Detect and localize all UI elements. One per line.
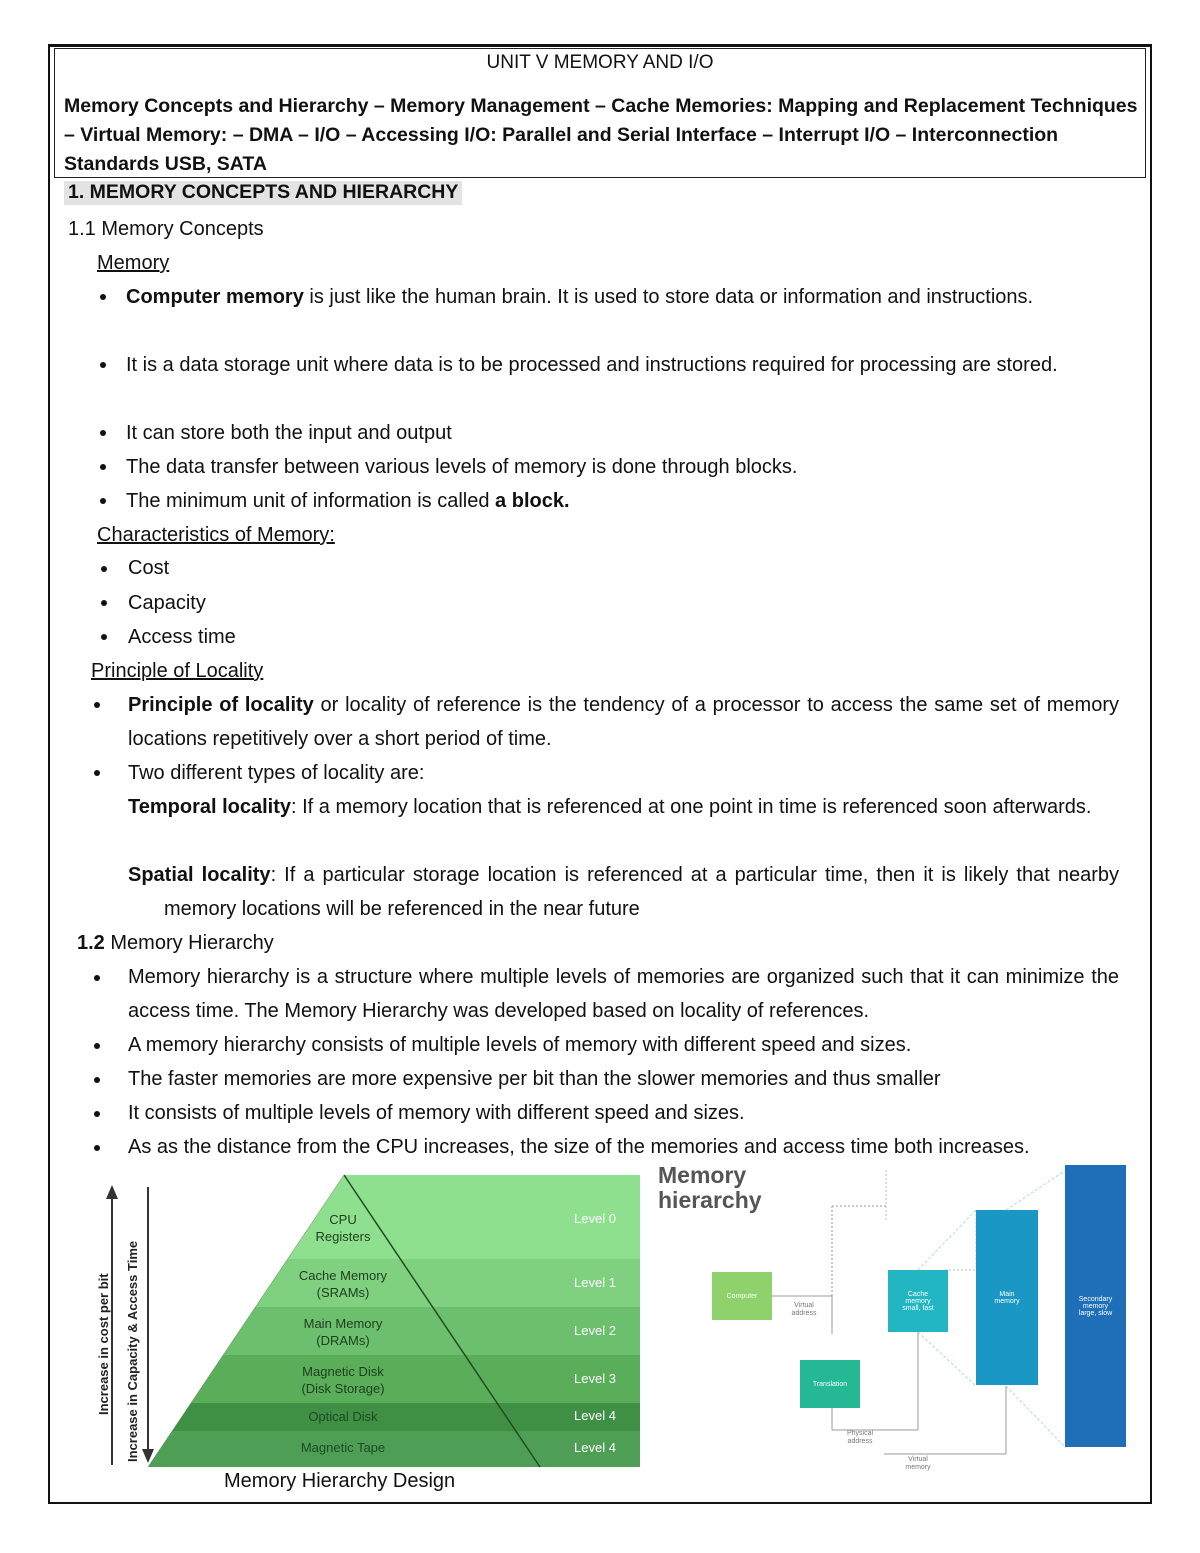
- bullet-dot: [101, 634, 107, 640]
- characteristic-item: Cost: [128, 557, 170, 579]
- hierarchy-bullet-1: Memory hierarchy is a structure where multiple levels of memories are organized such that it can minimize the access time. The Memory Hierarchy was developed based on locality of references.: [128, 966, 1119, 1022]
- memory-bullet-2: It is a data storage unit where data is to be processed and instructions required for processing are stored.: [126, 354, 1058, 376]
- bullet-dot: [94, 1077, 100, 1083]
- bullet-dot: [100, 362, 106, 368]
- axis-right-label: Increase in Capacity & Access Time: [125, 1240, 140, 1462]
- bullet-dot: [94, 702, 100, 708]
- pyramid-label: Optical Disk: [308, 1409, 378, 1424]
- locality-bullet-1: Principle of locality or locality of reference is the tendency of a processor to access the same set of memory locations repetitively over a short period of time.: [128, 694, 1119, 750]
- memory-bullet-4: The data transfer between various levels of memory is done through blocks.: [126, 456, 798, 478]
- topics-list: Memory Concepts and Hierarchy – Memory Management – Cache Memories: Mapping and Replacement Techniques – Virtual Memory: – DMA – I/O – Accessing I/O: Parallel and Serial Interface – Interrupt I/O – Interconnection Standards USB, SATA: [64, 95, 1138, 175]
- virtual-address-label: Virtual address: [791, 1302, 817, 1317]
- translation-box: Translation: [800, 1360, 860, 1408]
- hierarchy-bullet-5: As as the distance from the CPU increases, the size of the memories and access time both increases.: [128, 1136, 1030, 1158]
- virtual-memory-label: Virtual memory: [905, 1456, 931, 1471]
- bullet-dot: [100, 464, 106, 470]
- secondary-memory-box: Secondary memory large, slow: [1065, 1165, 1126, 1447]
- characteristic-item: Capacity: [128, 592, 206, 614]
- subsection-title-1-2: 1.2 Memory Hierarchy: [77, 932, 274, 954]
- axis-left-label: Increase in cost per bit: [96, 1273, 111, 1415]
- memory-heading: Memory: [97, 252, 170, 274]
- hierarchy-bullet-4: It consists of multiple levels of memory with different speed and sizes.: [128, 1102, 745, 1124]
- spatial-locality: Spatial locality: If a particular storage location is referenced at a particular time, then it is likely that nearby memory locations will be referenced in the near future: [128, 864, 1119, 920]
- bullet-dot: [94, 770, 100, 776]
- level-label: Level 4: [574, 1440, 616, 1455]
- physical-address-label: Physical address: [846, 1430, 874, 1445]
- pyramid-label: Magnetic Disk (Disk Storage): [301, 1364, 385, 1396]
- bullet-dot: [94, 1111, 100, 1117]
- bullet-dot: [100, 498, 106, 504]
- bullet-dot: [94, 1043, 100, 1049]
- level-label: Level 0: [574, 1211, 616, 1226]
- bullet-dot: [94, 975, 100, 981]
- memory-bullet-1: Computer memory is just like the human brain. It is used to store data or information and instructions.: [126, 286, 1034, 308]
- level-label: Level 4: [574, 1408, 616, 1423]
- bullet-dot: [100, 430, 106, 436]
- pyramid-caption: Memory Hierarchy Design: [224, 1470, 456, 1492]
- characteristics-heading: Characteristics of Memory:: [97, 524, 335, 546]
- pyramid-label: Cache Memory (SRAMs): [298, 1268, 388, 1300]
- level-label: Level 2: [574, 1323, 616, 1338]
- unit-title: UNIT V MEMORY AND I/O: [486, 52, 714, 73]
- hierarchy-bullet-3: The faster memories are more expensive per bit than the slower memories and thus smaller: [128, 1068, 941, 1090]
- memory-bullet-5: The minimum unit of information is called a block.: [126, 490, 570, 512]
- bullet-dot: [100, 294, 106, 300]
- level-label: Level 1: [574, 1275, 616, 1290]
- subsection-title-1-1: 1.1 Memory Concepts: [68, 218, 264, 240]
- temporal-locality: Temporal locality: If a memory location that is referenced at one point in time is referenced soon afterwards.: [128, 796, 1092, 818]
- locality-heading: Principle of Locality: [91, 660, 264, 682]
- memory-bullet-3: It can store both the input and output: [126, 422, 452, 444]
- bullet-dot: [94, 1145, 100, 1151]
- computer-box: Computer: [712, 1272, 772, 1320]
- pyramid-label: CPU Registers: [315, 1212, 371, 1244]
- main-memory-box: Main memory: [976, 1210, 1038, 1385]
- hierarchy-figure-title: Memory hierarchy: [658, 1162, 762, 1213]
- level-label: Level 3: [574, 1371, 616, 1386]
- section-title: 1. MEMORY CONCEPTS AND HIERARCHY: [64, 181, 462, 205]
- characteristic-item: Access time: [128, 626, 236, 648]
- hierarchy-bullet-2: A memory hierarchy consists of multiple levels of memory with different speed and sizes.: [128, 1034, 912, 1056]
- bullet-dot: [101, 566, 107, 572]
- pyramid-label: Magnetic Tape: [300, 1440, 386, 1455]
- locality-bullet-2: Two different types of locality are:: [128, 762, 425, 784]
- bullet-dot: [101, 600, 107, 606]
- cache-memory-box: Cache memory small, fast: [888, 1270, 948, 1332]
- pyramid-label: Main Memory (DRAMs): [303, 1316, 383, 1348]
